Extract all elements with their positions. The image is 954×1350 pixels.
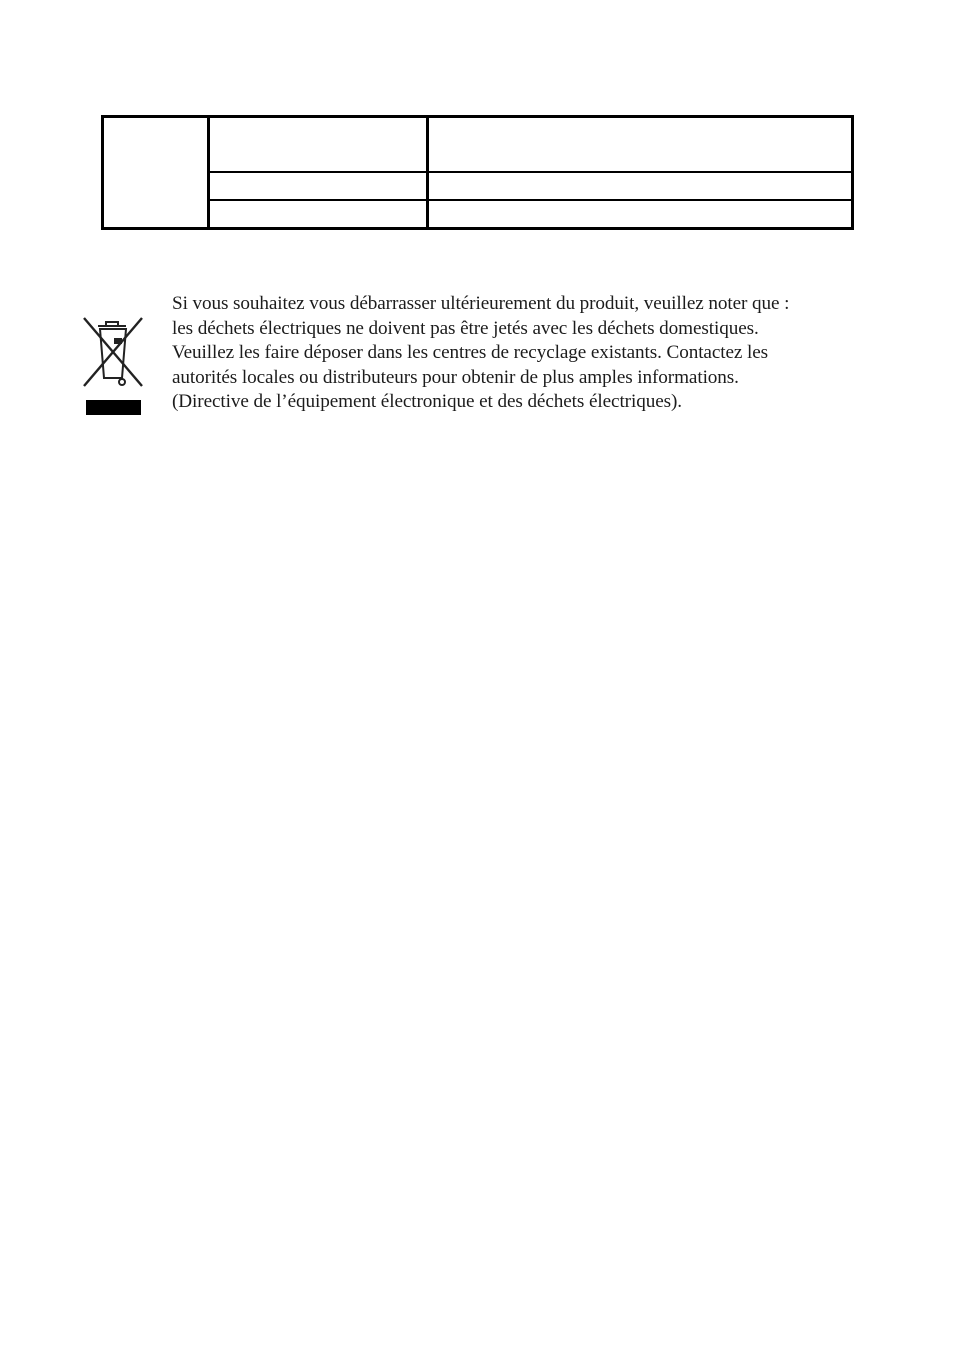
notice-line: (Directive de l’équipement électronique et des déchets électriques). [172, 391, 682, 413]
weee-notice [80, 292, 880, 418]
table-row-divider [210, 171, 851, 173]
notice-line: Si vous souhaitez vous débarrasser ultérieurement du produit, veuillez noter que : [172, 293, 790, 314]
spec-table [101, 115, 854, 230]
table-row-divider [210, 199, 851, 201]
crossed-out-wheelie-bin-icon [80, 316, 146, 416]
notice-line: les déchets électriques ne doivent pas être jetés avec les déchets domestiques. [172, 317, 759, 339]
notice-line: Veuillez les faire déposer dans les centres de recyclage existants. Contactez les [172, 342, 769, 364]
notice-line: autorités locales ou distributeurs pour obtenir de plus amples informations. [172, 366, 739, 388]
weee-notice-text [172, 292, 880, 415]
